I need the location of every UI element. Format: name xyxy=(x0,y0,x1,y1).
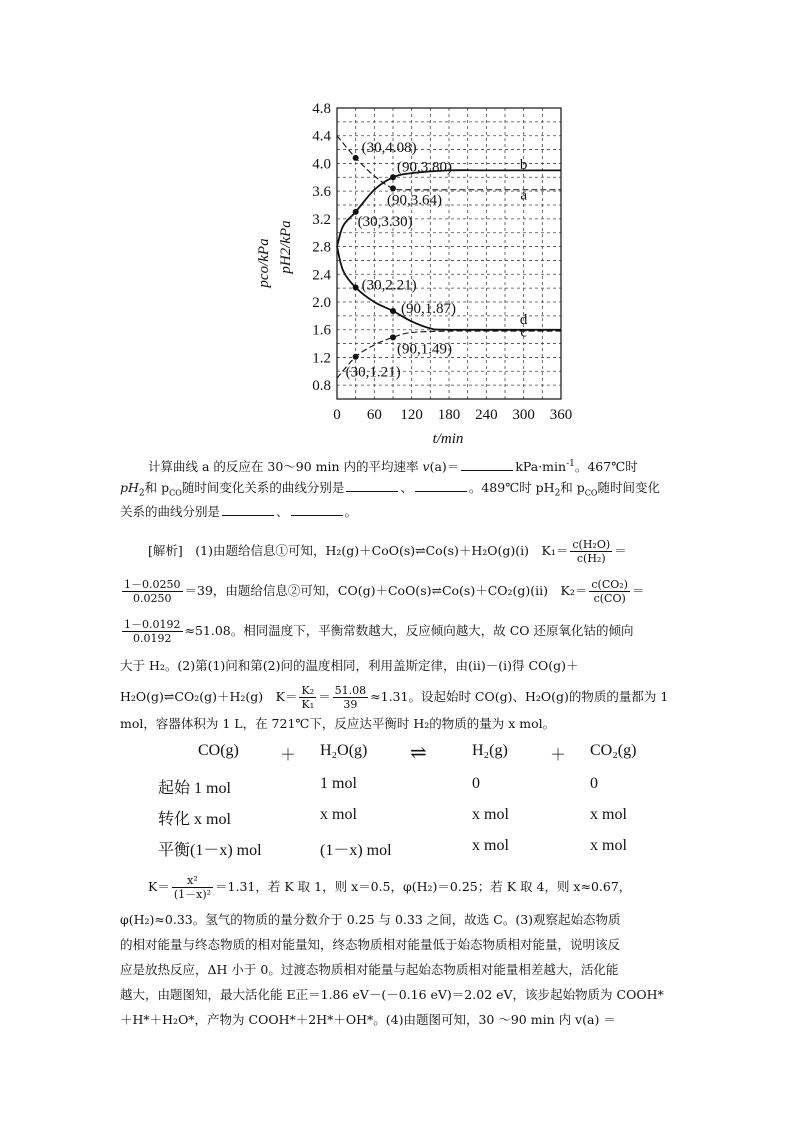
eq-row-initial-h2: 0 xyxy=(472,775,480,792)
s1-num: c(H₂O) xyxy=(572,538,611,551)
question-line-3 xyxy=(120,500,357,524)
data-point-label: (30,4.08) xyxy=(361,139,417,156)
s7-k: K＝ xyxy=(148,879,170,894)
answer-blank-4[interactable] xyxy=(222,502,274,516)
data-point-label: (30,3.30) xyxy=(357,213,413,230)
y-tick-label: 3.6 xyxy=(312,184,331,201)
s5-num2: 51.08 xyxy=(334,684,367,697)
s2-num2: c(CO₂) xyxy=(591,578,628,591)
solution-line-7 xyxy=(148,874,631,901)
s5-eq: ＝ xyxy=(318,689,331,704)
answer-blank-1[interactable] xyxy=(461,457,513,471)
eq-row-change-h2: x mol xyxy=(472,806,509,823)
q1-a: (a)＝ xyxy=(429,459,460,475)
q2-and2: 和 p xyxy=(560,480,585,495)
s3-num: 1－0.0192 xyxy=(124,618,181,631)
data-point xyxy=(390,334,396,340)
eq-row-eq-h2o: (1－x) mol xyxy=(320,842,392,859)
x-axis-label: t/min xyxy=(432,431,464,447)
s2-frac xyxy=(122,578,183,605)
q2-sub: 2 xyxy=(138,488,145,499)
x-tick-label: 300 xyxy=(512,407,535,423)
solution-line-4: 大于 H₂。(2)第(1)问和第(2)问的温度相同，利用盖斯定律，由(ⅱ)－(ⅰ)得 CO(g)＋ xyxy=(120,658,579,673)
s5-text2: ≈1.31。设起始时 CO(g)、H₂O(g)的物质的量都为 1 xyxy=(370,689,669,704)
solution-line-8: φ(H₂)≈0.33。氢气的物质的量分数介于 0.25 与 0.33 之间，故选 C。(3)观察起始态物质 xyxy=(120,912,621,927)
data-point-label: (90,3.80) xyxy=(397,159,452,176)
curve-label-a: a xyxy=(520,187,528,204)
x-tick-label: 0 xyxy=(333,407,341,423)
eq-row-initial-h2o: 1 mol xyxy=(320,775,357,792)
answer-blank-5[interactable] xyxy=(291,502,343,516)
eq-row-eq-label: 平衡(1－x) mol xyxy=(158,842,262,859)
eq-head-arrow: ⇌ xyxy=(410,742,427,764)
s7-den: (1－x)² xyxy=(173,888,212,901)
q1-sup: -1 xyxy=(566,459,575,469)
x-tick-label: 360 xyxy=(549,407,573,423)
s2-text: ＝39，由题给信息②可知，CO(g)＋CoO(s)⇌Co(s)＋CO₂(g)(ⅱ) K₂＝ xyxy=(184,583,588,598)
s2-num: 1－0.0250 xyxy=(124,578,181,591)
s2-frac2 xyxy=(589,578,630,605)
eq-row-change-h2o: x mol xyxy=(320,806,357,823)
answer-blank-3[interactable] xyxy=(415,478,467,492)
s1-text: [解析] (1)由题给信息①可知，H₂(g)＋CoO(s)⇌Co(s)＋H₂O(g)(ⅰ) K₁＝ xyxy=(148,543,569,558)
data-point-label: (90,1.49) xyxy=(397,341,452,358)
s2-eq: ＝ xyxy=(631,583,645,598)
x-tick-label: 240 xyxy=(475,407,498,423)
q1-text: 计算曲线 a 的反应在 30～90 min 内的平均速率 xyxy=(148,459,419,475)
s5-den: K₁ xyxy=(301,698,315,711)
pressure-time-chart xyxy=(256,95,573,450)
data-point xyxy=(353,155,359,161)
data-point xyxy=(390,308,396,314)
q3-end: 。 xyxy=(344,504,358,519)
y-tick-label: 0.8 xyxy=(312,378,331,395)
solution-line-2 xyxy=(120,578,645,605)
y-axis-label-h2: pH2/kPa xyxy=(278,220,294,274)
curve-label-d: d xyxy=(519,312,528,329)
s3-den: 0.0192 xyxy=(133,632,172,645)
q2-text: 随时间变化关系的曲线分别是 xyxy=(181,480,345,495)
q2-ph: pH xyxy=(120,480,139,495)
y-tick-label: 2.8 xyxy=(312,239,331,256)
q2-and: 和 p xyxy=(144,480,170,495)
data-point xyxy=(353,354,359,360)
y-tick-label: 1.6 xyxy=(312,322,331,339)
solution-line-5 xyxy=(120,684,668,711)
answer-blank-2[interactable] xyxy=(346,478,398,492)
y-tick-label: 2.0 xyxy=(312,295,331,311)
solution-line-9: 的相对能量与终态物质的相对能量知，终态物质相对能量低于始态物质相对能量，说明该反 xyxy=(120,937,621,952)
solution-line-3 xyxy=(120,618,634,645)
s5-text: H₂O(g)⇌CO₂(g)＋H₂(g) K＝ xyxy=(120,689,298,704)
y-tick-label: 2.4 xyxy=(312,267,331,284)
y-tick-label: 4.4 xyxy=(312,128,331,145)
eq-head-co2: CO₂(g) xyxy=(590,742,637,759)
y-tick-label: 4.0 xyxy=(312,156,331,173)
data-point-label: (90,3.64) xyxy=(387,192,442,209)
solution-line-12: ＋H*＋H₂O*，产物为 COOH*＋2H*＋OH*。(4)由题图可知，30 ～90 min 内 v(a) ＝ xyxy=(120,1012,616,1027)
q3-text: 关系的曲线分别是 xyxy=(120,504,221,519)
q2-co2: CO xyxy=(584,488,598,498)
data-point-label: (30,1.21) xyxy=(345,364,401,381)
data-point-label: (90,1.87) xyxy=(401,301,456,318)
eq-row-eq-co2: x mol xyxy=(590,837,627,854)
eq-head-plus1: ＋ xyxy=(280,747,297,764)
eq-row-initial-label: 起始 1 mol xyxy=(158,780,231,797)
y-tick-label: 1.2 xyxy=(312,350,331,367)
eq-row-eq-h2: x mol xyxy=(472,837,509,854)
eq-row-initial-co2: 0 xyxy=(590,775,598,792)
q1-v: v xyxy=(422,459,430,475)
s7-num: x² xyxy=(172,874,213,888)
s2-den2: c(CO) xyxy=(593,592,626,605)
x-tick-label: 120 xyxy=(400,407,423,423)
q2-co: CO xyxy=(169,488,182,498)
q1-temp: 。467℃时 xyxy=(574,459,638,475)
y-tick-label: 3.2 xyxy=(312,211,331,228)
q2-temp: 。489℃时 pH xyxy=(468,480,555,495)
s1-frac xyxy=(570,538,612,565)
solution-line-10: 应是放热反应，ΔH 小于 0。过渡态物质相对能量与起始态物质相对能量相差越大，活化能 xyxy=(120,962,619,977)
s1-eq: ＝ xyxy=(614,543,627,558)
q2-sep: 、 xyxy=(400,480,413,495)
curve-label-b: b xyxy=(519,156,528,173)
y-tick-label: 4.8 xyxy=(312,101,331,117)
s5-frac2 xyxy=(333,684,369,711)
s3-frac xyxy=(122,618,183,645)
eq-head-co: CO(g) xyxy=(198,742,239,759)
q3-sep: 、 xyxy=(276,504,289,519)
data-point xyxy=(353,284,359,290)
q2-text2: 随时间变化 xyxy=(597,480,660,495)
eq-head-h2: H₂(g) xyxy=(472,742,508,759)
s2-den: 0.0250 xyxy=(133,592,172,605)
eq-row-change-co2: x mol xyxy=(590,806,627,823)
curve-label-c: c xyxy=(520,324,528,341)
s7-text: ＝1.31，若 K 取 1，则 x＝0.5，φ(H₂)＝0.25；若 K 取 4，则 x≈0.67， xyxy=(215,879,632,894)
s7-frac xyxy=(172,874,213,901)
s5-frac xyxy=(299,684,316,711)
s5-num: K₂ xyxy=(301,684,315,697)
solution-line-6: mol，容器体积为 1 L，在 721℃下，反应达平衡时 H₂的物质的量为 x mol。 xyxy=(120,716,556,731)
s1-den: c(H₂) xyxy=(576,552,606,565)
y-axis-label-co: pco/kPa xyxy=(256,238,272,288)
solution-line-11: 越大，由题图知，最大活化能 E正＝1.86 eV－(－0.16 eV)＝2.02 eV，该步起始物质为 COOH* xyxy=(120,987,664,1002)
q1-unit: kPa·min xyxy=(515,459,567,475)
x-tick-label: 180 xyxy=(437,407,461,423)
data-point xyxy=(390,185,396,191)
data-point xyxy=(390,174,396,180)
eq-head-plus2: ＋ xyxy=(550,747,567,764)
data-point-label: (30,2.21) xyxy=(361,277,417,294)
x-tick-label: 60 xyxy=(366,407,382,423)
eq-row-change-label: 转化 x mol xyxy=(158,811,231,828)
eq-head-h2o: H₂O(g) xyxy=(320,742,368,759)
q2-sub2: 2 xyxy=(554,488,561,499)
s3-text: ≈51.08。相同温度下，平衡常数越大，反应倾向越大，故 CO 还原氧化钴的倾向 xyxy=(184,623,634,638)
solution-line-1 xyxy=(148,538,627,565)
s5-den2: 39 xyxy=(343,698,358,711)
